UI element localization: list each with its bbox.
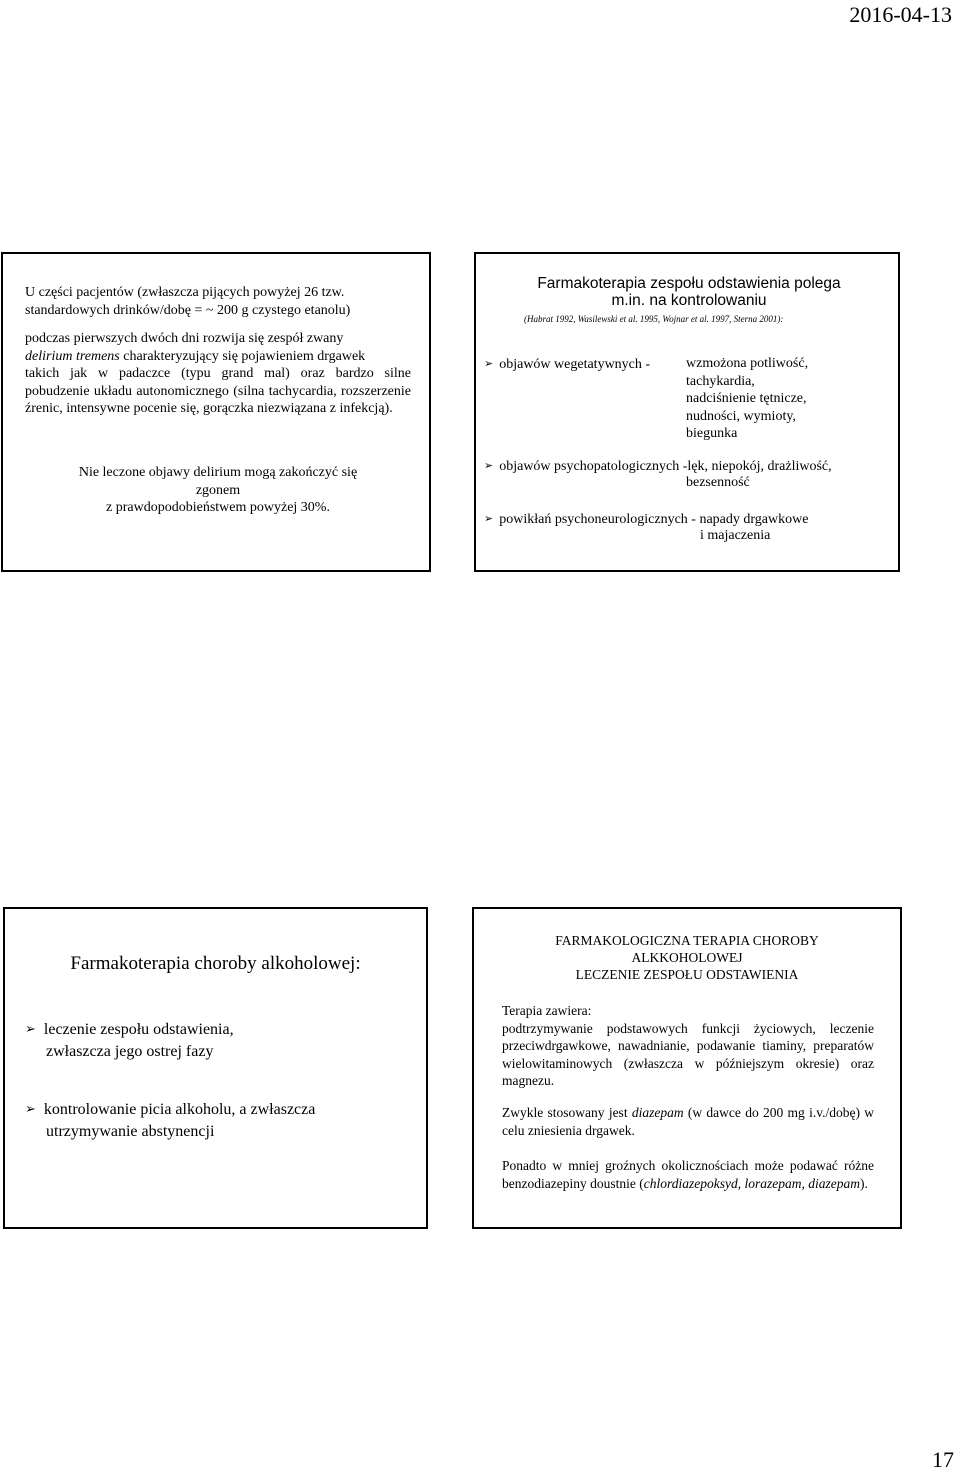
arrow-bullet-icon: ➢ bbox=[484, 512, 494, 525]
slide2-detail-4: nudności, wymioty, bbox=[686, 408, 796, 424]
slide2-bullet1-label: objawów wegetatywnych - bbox=[499, 357, 651, 372]
slide4-title-line-3: LECZENIE ZESPOŁU ODSTAWIENIA bbox=[575, 967, 799, 982]
slide2-bullet-vegetative bbox=[484, 355, 684, 374]
slide1-symptoms-line-1: podczas pierwszych dwóch dni rozwija się zespół zwany bbox=[25, 331, 344, 346]
slide-pharmacological-therapy bbox=[472, 907, 902, 1229]
slide1-mortality-warning bbox=[33, 464, 403, 517]
arrow-bullet-icon: ➢ bbox=[25, 1102, 36, 1117]
slide2-title bbox=[486, 275, 892, 309]
slide4-diazepam-pre: Zwykle stosowany jest bbox=[502, 1105, 632, 1120]
arrow-bullet-icon: ➢ bbox=[484, 459, 494, 472]
slide3-item1-line-1: leczenie zespołu odstawienia, bbox=[43, 1021, 234, 1038]
slide4-benzo-drugs: chlordiazepoksyd, lorazepam, diazepam bbox=[643, 1175, 860, 1191]
slide4-therapy-intro: Terapia zawiera: bbox=[502, 1003, 592, 1018]
slide3-item-drinking-control bbox=[25, 1099, 315, 1143]
slide2-detail-1: wzmożona potliwość, bbox=[686, 356, 809, 371]
header-date: 2016-04-13 bbox=[849, 2, 952, 27]
slide3-item2-line-2: utrzymywanie abstynencji bbox=[46, 1123, 215, 1140]
arrow-bullet-icon: ➢ bbox=[25, 1022, 36, 1037]
page-number: 17 bbox=[932, 1447, 954, 1472]
slide2-bullet3-label: powikłań psychoneurologicznych - napady drgawkowe bbox=[499, 512, 809, 527]
slide1-warning-line-2: zgonem bbox=[195, 482, 241, 498]
slide3-item-withdrawal-treatment bbox=[25, 1019, 234, 1063]
slide4-benzo-pre: Ponadto w mniej groźnych okolicznościach może podawać różne benzodiazepiny doustnie ( bbox=[502, 1158, 874, 1191]
slide4-title-line-1: FARMAKOLOGICZNA TERAPIA CHOROBY bbox=[555, 933, 819, 948]
slide3-title: Farmakoterapia choroby alkoholowej: bbox=[70, 953, 361, 974]
slide2-bullet2-label: objawów psychopatologicznych -lęk, niepokój, drażliwość, bbox=[499, 459, 832, 474]
slide2-title-line-2: m.in. na kontrolowaniu bbox=[611, 292, 767, 309]
slide4-therapy-body: podtrzymywanie podstawowych funkcji życiowych, leczenie przeciwdrgawkowe, nawadnianie, podawanie tiaminy, preparatów wielowitaminowych (zwłaszcza w późniejszym okresie) oraz magnezu. bbox=[502, 1020, 874, 1088]
arrow-bullet-icon: ➢ bbox=[484, 357, 494, 370]
slide4-title bbox=[474, 932, 900, 983]
slide4-therapy-paragraph bbox=[502, 1002, 874, 1090]
slide2-bullet2-detail: bezsenność bbox=[686, 475, 750, 490]
slide2-bullet3-detail: i majaczenia bbox=[700, 528, 771, 543]
slide1-intro-paragraph bbox=[25, 284, 411, 319]
slide2-citation: (Habrat 1992, Wasilewski et al. 1995, Wojnar et al. 1997, Sterna 2001): bbox=[524, 314, 784, 324]
slide2-detail-5: biegunka bbox=[686, 426, 738, 441]
slide1-warning-line-3: z prawdopodobieństwem powyżej 30%. bbox=[106, 500, 330, 515]
slide1-symptoms-line-2 bbox=[25, 348, 411, 366]
slide2-bullet1-details bbox=[686, 355, 808, 443]
slide3-item1-line-2: zwłaszcza jego ostrej fazy bbox=[46, 1043, 214, 1060]
slide2-bullet-psychopathological bbox=[484, 457, 832, 476]
slide1-symptoms-rest: takich jak w padaczce (typu grand mal) oraz bardzo silne pobudzenie układu autonomicznego (silna tachycardia, rozszerzenie źrenic, intensywne pocenie się, gorączka niezwiązana z infekcją). bbox=[25, 366, 411, 416]
slide2-detail-3: nadciśnienie tętnicze, bbox=[686, 391, 807, 406]
slide-withdrawal-pharmacotherapy bbox=[474, 252, 900, 572]
slide1-symptoms-line-2-rest: charakteryzujący się pojawieniem drgawek bbox=[119, 348, 366, 364]
slide-delirium-tremens bbox=[1, 252, 431, 572]
slide4-diazepam-post: (w dawce do 200 mg i.v./dobę) w celu zniesienia drgawek. bbox=[502, 1105, 874, 1138]
slide1-warning-line-1: Nie leczone objawy delirium mogą zakończyć się bbox=[78, 465, 358, 480]
slide2-title-line-1: Farmakoterapia zespołu odstawienia polega bbox=[537, 275, 841, 292]
slide-alcoholism-pharmacotherapy bbox=[3, 907, 428, 1229]
slide4-title-line-2: ALKKOHOLOWEJ bbox=[631, 950, 743, 965]
slide2-bullet-complications bbox=[484, 510, 808, 529]
slide1-symptoms-paragraph bbox=[25, 330, 411, 418]
delirium-tremens-term: delirium tremens bbox=[25, 348, 120, 364]
slide1-intro-line-2: standardowych drinków/dobę = ~ 200 g czystego etanolu) bbox=[25, 302, 351, 318]
slide4-diazepam-drug: diazepam bbox=[631, 1105, 684, 1120]
slide4-benzodiazepine-paragraph bbox=[502, 1157, 874, 1192]
slide4-benzo-post: ). bbox=[859, 1175, 868, 1191]
slide2-detail-2: tachykardia, bbox=[686, 373, 755, 389]
slide3-item2-line-1: kontrolowanie picia alkoholu, a zwłaszcza bbox=[43, 1101, 316, 1118]
slide4-diazepam-paragraph bbox=[502, 1104, 874, 1139]
slide1-intro-line-1: U części pacjentów (zwłaszcza pijących powyżej 26 tzw. bbox=[25, 285, 345, 300]
